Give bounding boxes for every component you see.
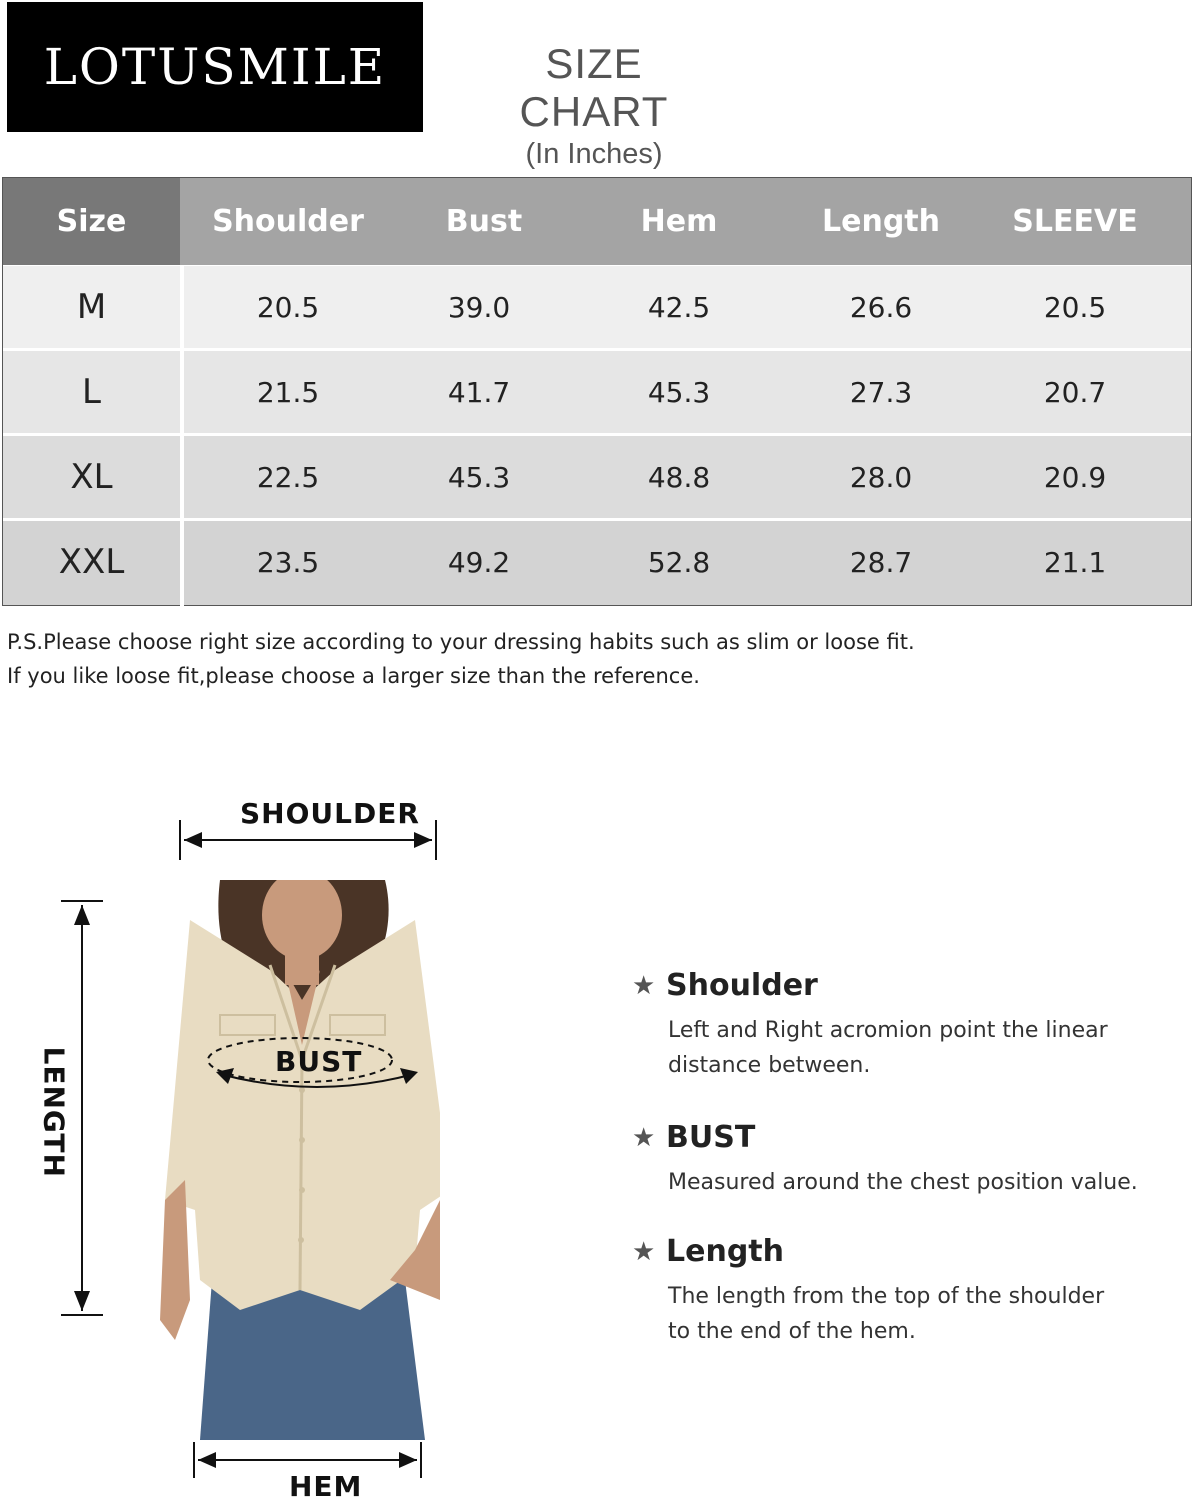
size-table — [2, 177, 1192, 606]
column-divider — [180, 265, 184, 607]
cell-length: 28.0 — [849, 460, 913, 494]
cell-hem: 48.8 — [647, 460, 711, 494]
length-dimension-label: LENGTH — [37, 1046, 71, 1178]
header-size: Size — [3, 178, 180, 265]
cell-size: XXL — [58, 542, 125, 582]
cell-hem: 52.8 — [647, 545, 711, 579]
cell-hem: 42.5 — [647, 290, 711, 324]
cell-bust: 45.3 — [447, 460, 511, 494]
size-chart-title-block — [478, 40, 710, 171]
cell-shoulder: 21.5 — [256, 375, 320, 409]
definition-bust — [632, 1120, 1188, 1200]
cell-bust: 49.2 — [447, 545, 511, 579]
definition-title: Length — [666, 1234, 784, 1269]
definition-title: Shoulder — [666, 968, 818, 1003]
definition-shoulder — [632, 968, 1188, 1083]
definition-title: BUST — [666, 1120, 756, 1155]
definition-text: Left and Right acromion point the linear distance between. — [668, 1018, 1108, 1078]
hem-dimension-label: HEM — [289, 1470, 363, 1503]
brand-logo — [7, 2, 423, 132]
header-length: Length — [822, 204, 940, 239]
cell-bust: 41.7 — [447, 375, 511, 409]
star-icon: ★ — [632, 970, 656, 1001]
star-icon: ★ — [632, 1236, 656, 1267]
cell-hem: 45.3 — [647, 375, 711, 409]
cell-length: 28.7 — [849, 545, 913, 579]
definition-text: The length from the top of the shoulder to the end of the hem. — [668, 1284, 1105, 1344]
cell-size: L — [82, 372, 101, 412]
cell-sleeve: 20.9 — [1043, 460, 1107, 494]
cell-sleeve: 20.5 — [1043, 290, 1107, 324]
cell-sleeve: 21.1 — [1043, 545, 1107, 579]
cell-size: XL — [70, 457, 113, 497]
cell-shoulder: 22.5 — [256, 460, 320, 494]
header-sleeve: SLEEVE — [1012, 204, 1138, 239]
shoulder-dimension-label: SHOULDER — [240, 797, 420, 830]
cell-sleeve: 20.7 — [1043, 375, 1107, 409]
star-icon: ★ — [632, 1122, 656, 1153]
cell-shoulder: 23.5 — [256, 545, 320, 579]
page-subtitle: (In Inches) — [525, 138, 663, 170]
cell-size: M — [76, 287, 107, 327]
header-hem: Hem — [640, 204, 718, 239]
page-title: SIZE CHART — [519, 40, 669, 135]
cell-shoulder: 20.5 — [256, 290, 320, 324]
header-shoulder: Shoulder — [212, 204, 364, 239]
definition-length — [632, 1234, 1118, 1349]
table-header-row — [3, 178, 1191, 265]
definition-text: Measured around the chest position value. — [668, 1170, 1138, 1195]
model-shirt-illustration — [160, 880, 440, 1440]
header-bust: Bust — [445, 204, 523, 239]
brand-name: LOTUSMILE — [43, 38, 387, 96]
note-line-1: P.S.Please choose right size according to your dressing habits such as slim or loose fit. — [7, 630, 915, 654]
shoulder-arrow — [170, 815, 450, 865]
cell-bust: 39.0 — [447, 290, 511, 324]
note-line-2: If you like loose fit,please choose a larger size than the reference. — [7, 664, 700, 688]
cell-length: 26.6 — [849, 290, 913, 324]
cell-length: 27.3 — [849, 375, 913, 409]
bust-dimension-label: BUST — [275, 1045, 363, 1078]
